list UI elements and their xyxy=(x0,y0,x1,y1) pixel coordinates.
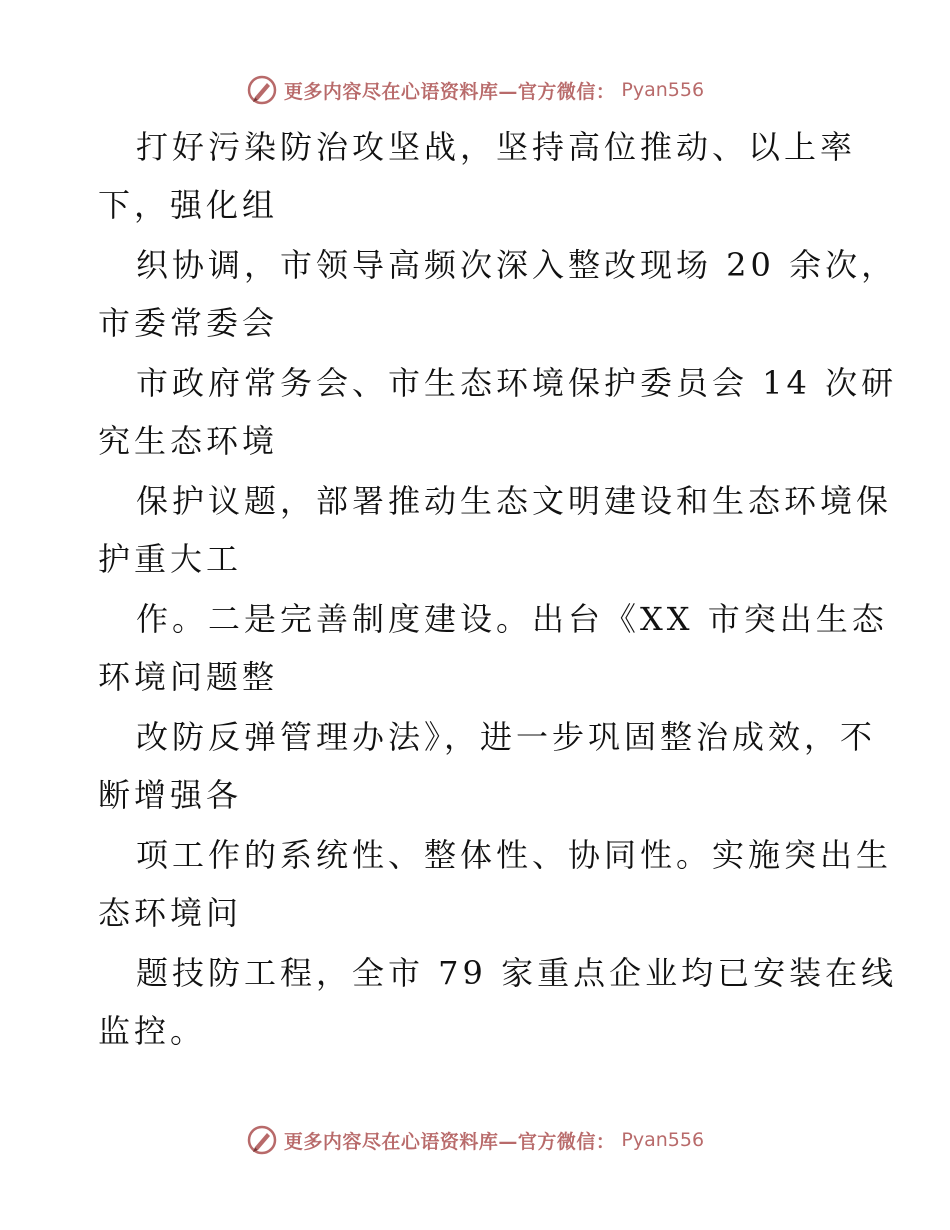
body-line: 态环境问 xyxy=(98,894,243,932)
body-line: 护重大工 xyxy=(98,540,243,578)
body-line: 题技防工程，全市 79 家重点企业均已安装在线 xyxy=(136,954,898,992)
pen-logo-icon xyxy=(246,1124,278,1156)
watermark-id: Pyan556 xyxy=(621,1129,705,1151)
body-line: 环境问题整 xyxy=(98,658,279,696)
body-line: 作。二是完善制度建设。出台《XX 市突出生态 xyxy=(136,600,888,638)
pen-logo-icon xyxy=(246,74,278,106)
watermark-text: 更多内容尽在心语资料库—官方微信： xyxy=(283,1130,616,1153)
body-line: 监控。 xyxy=(98,1012,207,1050)
watermark-text: 更多内容尽在心语资料库—官方微信： xyxy=(283,80,616,103)
footer-watermark xyxy=(0,1123,950,1157)
body-line: 项工作的系统性、整体性、协同性。实施突出生 xyxy=(136,836,893,874)
body-line: 织协调，市领导高频次深入整改现场 20 余次， xyxy=(136,246,898,284)
body-line: 市委常委会 xyxy=(98,304,279,342)
watermark-id: Pyan556 xyxy=(621,79,705,101)
header-watermark xyxy=(0,73,950,107)
body-line: 改防反弹管理办法》，进一步巩固整治成效，不 xyxy=(136,718,877,756)
body-line: 下，强化组 xyxy=(98,186,279,224)
body-line: 保护议题，部署推动生态文明建设和生态环境保 xyxy=(136,482,893,520)
body-line: 究生态环境 xyxy=(98,422,279,460)
body-line: 断增强各 xyxy=(98,776,243,814)
body-line: 市政府常务会、市生态环境保护委员会 14 次研 xyxy=(136,364,898,402)
body-line: 打好污染防治攻坚战，坚持高位推动、以上率 xyxy=(136,128,857,166)
